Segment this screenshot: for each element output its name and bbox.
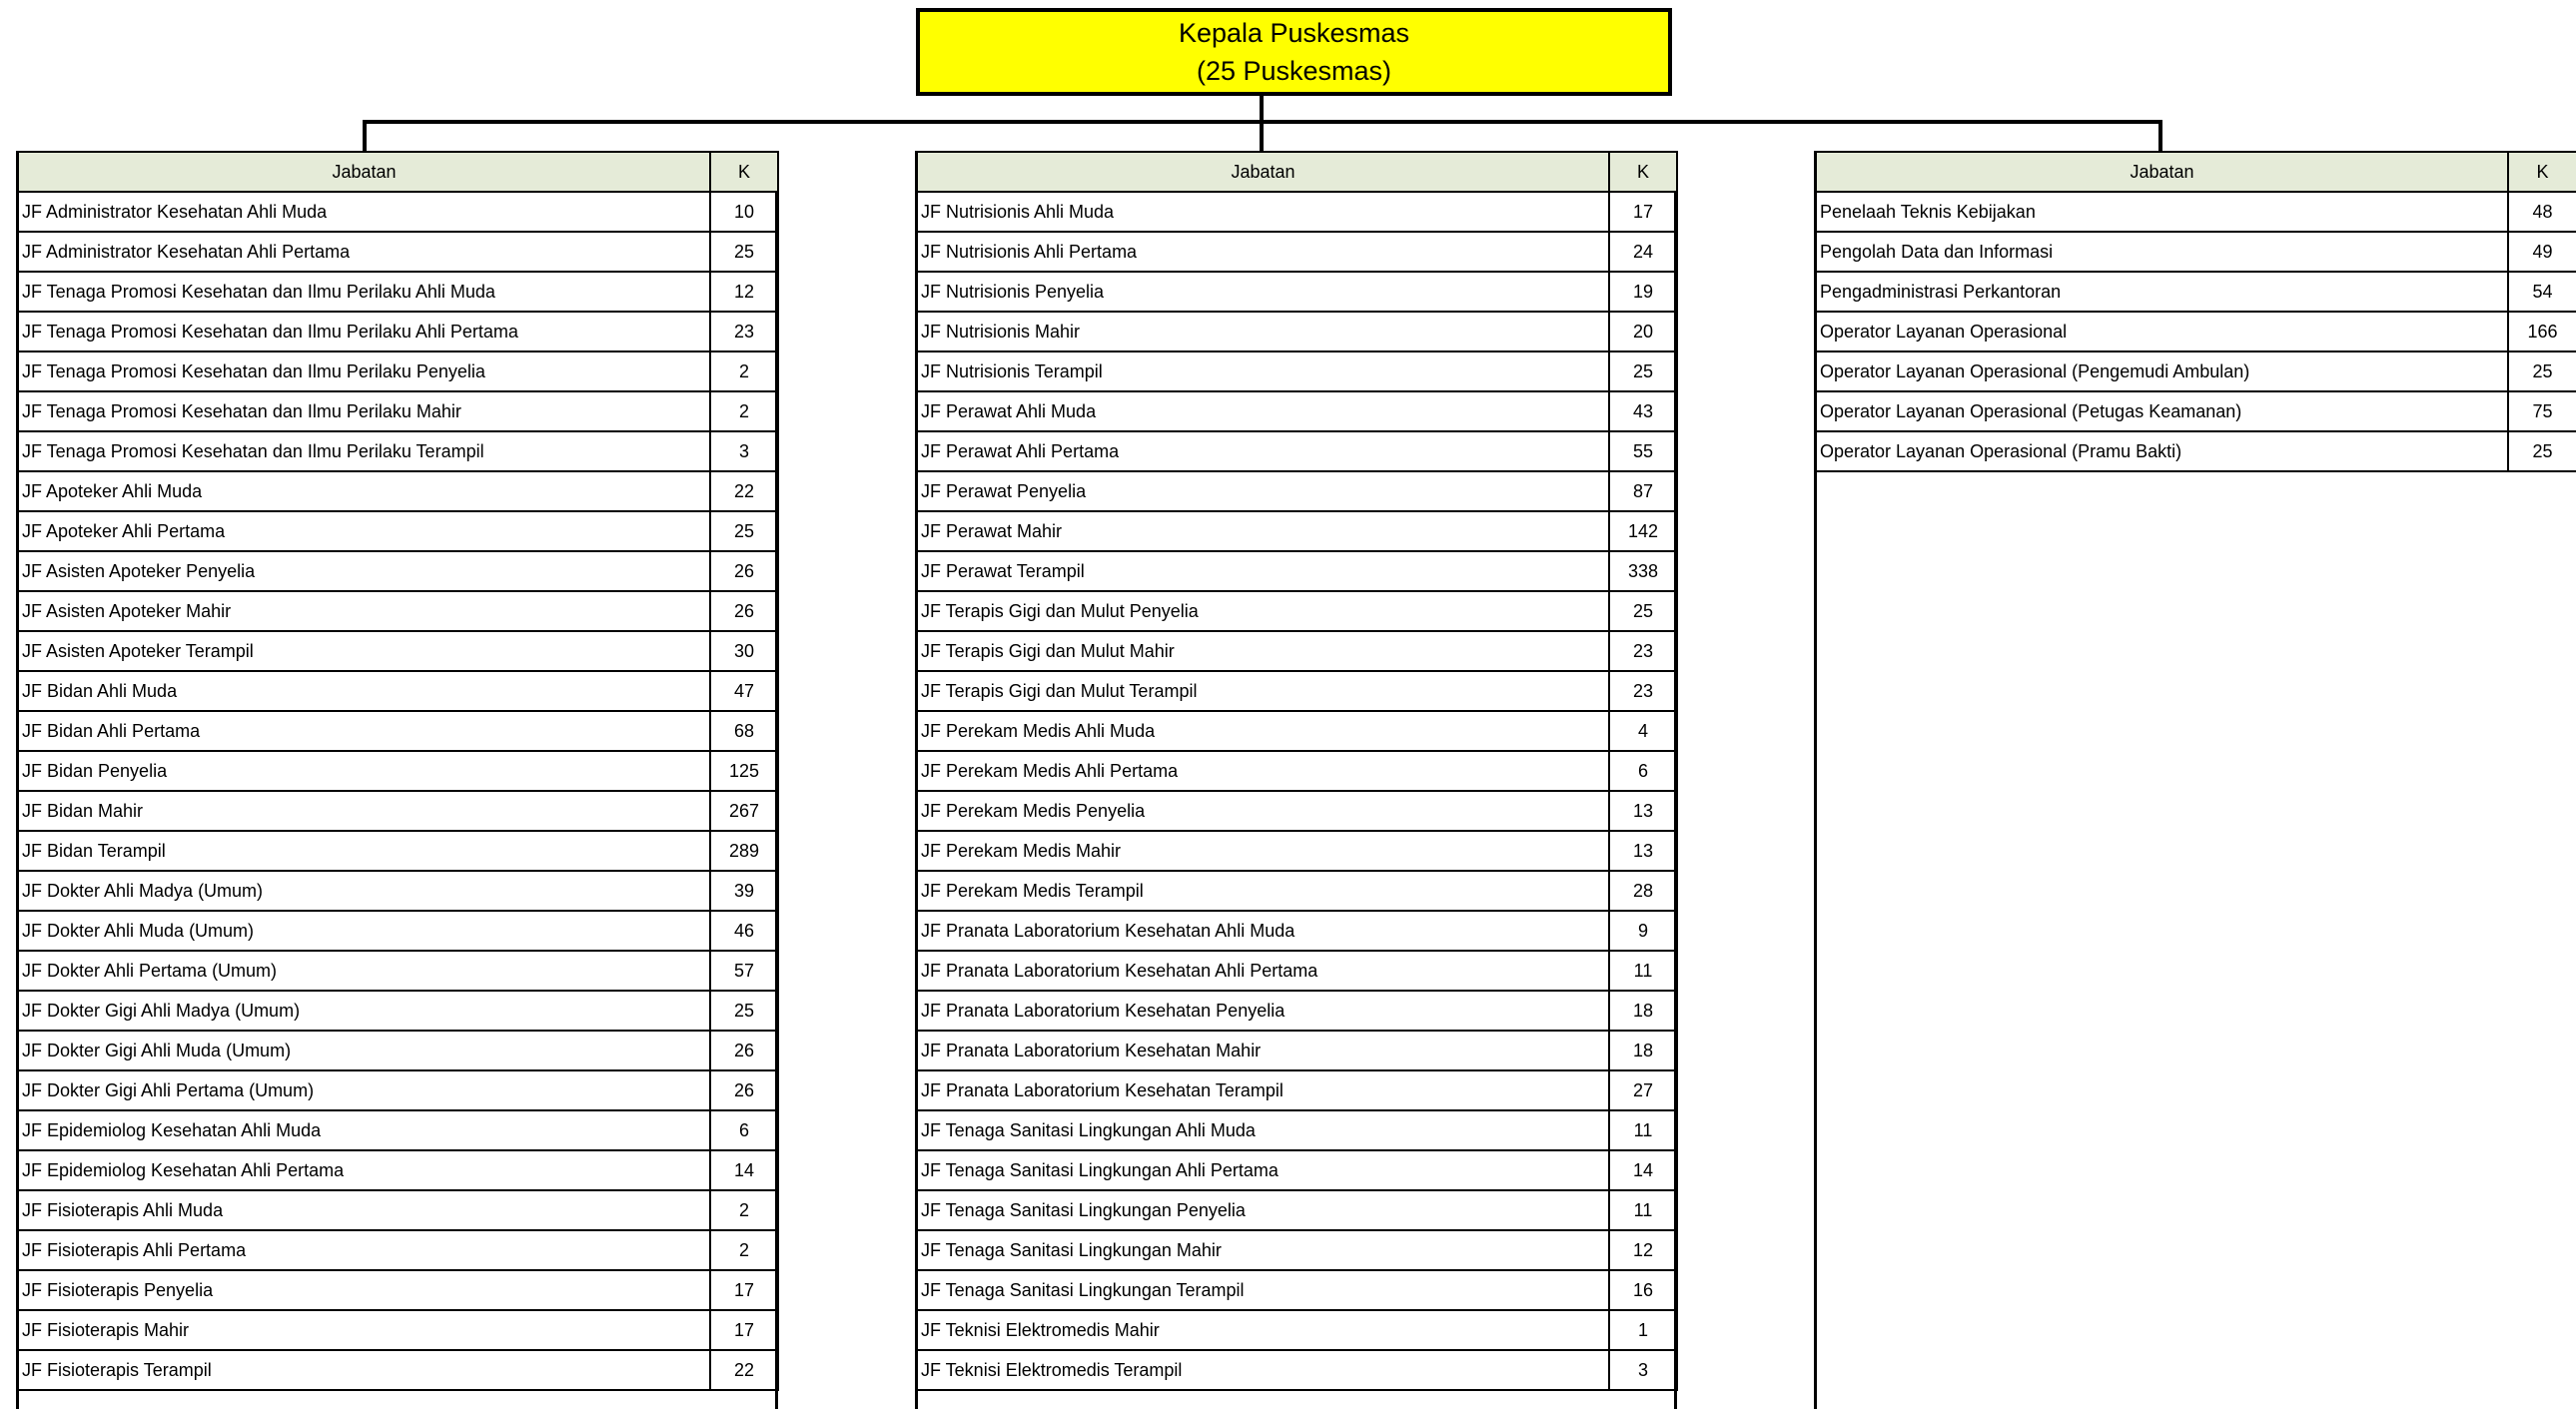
table-row — [917, 431, 1677, 471]
jabatan-cell: JF Tenaga Promosi Kesehatan dan Ilmu Perilaku Penyelia — [18, 352, 710, 391]
jabatan-cell: JF Bidan Terampil — [18, 831, 710, 871]
k-cell: 17 — [710, 1310, 778, 1350]
jabatan-cell: JF Terapis Gigi dan Mulut Penyelia — [917, 591, 1609, 631]
jabatan-cell: JF Apoteker Ahli Pertama — [18, 511, 710, 551]
jabatan-cell: JF Perawat Ahli Muda — [917, 391, 1609, 431]
jabatan-cell: JF Tenaga Sanitasi Lingkungan Mahir — [917, 1230, 1609, 1270]
table-row — [18, 551, 778, 591]
table-row — [18, 232, 778, 272]
jabatan-cell: JF Administrator Kesehatan Ahli Muda — [18, 192, 710, 232]
jabatan-cell: JF Pranata Laboratorium Kesehatan Terampil — [917, 1070, 1609, 1110]
table-row — [917, 631, 1677, 671]
k-cell: 6 — [1609, 751, 1677, 791]
k-cell: 2 — [710, 352, 778, 391]
table-row — [18, 1350, 778, 1390]
table-row — [1816, 272, 2576, 312]
k-cell: 13 — [1609, 831, 1677, 871]
jabatan-cell: Penelaah Teknis Kebijakan — [1816, 192, 2508, 232]
jabatan-cell: JF Fisioterapis Ahli Pertama — [18, 1230, 710, 1270]
k-cell: 18 — [1609, 991, 1677, 1031]
jabatan-cell: JF Tenaga Sanitasi Lingkungan Ahli Muda — [917, 1110, 1609, 1150]
jabatan-cell: JF Pranata Laboratorium Kesehatan Penyelia — [917, 991, 1609, 1031]
table-row — [18, 631, 778, 671]
table-row — [917, 1310, 1677, 1350]
k-cell: 25 — [2508, 352, 2576, 391]
table-row — [18, 1270, 778, 1310]
jabatan-cell: JF Teknisi Elektromedis Terampil — [917, 1350, 1609, 1390]
kepala-puskesmas-box — [916, 8, 1672, 96]
jabatan-cell: JF Administrator Kesehatan Ahli Pertama — [18, 232, 710, 272]
table-row — [18, 511, 778, 551]
jabatan-cell: Operator Layanan Operasional — [1816, 312, 2508, 352]
jabatan-cell: JF Bidan Penyelia — [18, 751, 710, 791]
k-cell: 39 — [710, 871, 778, 911]
jabatan-cell: JF Dokter Ahli Muda (Umum) — [18, 911, 710, 951]
connector-drop-right — [2158, 120, 2162, 152]
k-cell: 54 — [2508, 272, 2576, 312]
table-row — [18, 431, 778, 471]
table-row — [917, 1070, 1677, 1110]
jabatan-cell: JF Dokter Ahli Madya (Umum) — [18, 871, 710, 911]
jabatan-cell: JF Epidemiolog Kesehatan Ahli Pertama — [18, 1150, 710, 1190]
jabatan-cell: JF Apoteker Ahli Muda — [18, 471, 710, 511]
k-cell: 46 — [710, 911, 778, 951]
table-row — [917, 352, 1677, 391]
k-cell: 22 — [710, 1350, 778, 1390]
k-cell: 4 — [1609, 711, 1677, 751]
column-header-jabatan: Jabatan — [917, 152, 1609, 192]
table-row — [18, 951, 778, 991]
top-box-title: Kepala Puskesmas — [1178, 18, 1410, 48]
jabatan-cell: JF Tenaga Promosi Kesehatan dan Ilmu Perilaku Terampil — [18, 431, 710, 471]
k-cell: 2 — [710, 1230, 778, 1270]
table-row — [1816, 312, 2576, 352]
jabatan-cell: JF Pranata Laboratorium Kesehatan Ahli Muda — [917, 911, 1609, 951]
table-row — [917, 232, 1677, 272]
jabatan-cell: JF Tenaga Promosi Kesehatan dan Ilmu Perilaku Ahli Muda — [18, 272, 710, 312]
k-cell: 12 — [1609, 1230, 1677, 1270]
jabatan-cell: JF Tenaga Promosi Kesehatan dan Ilmu Perilaku Mahir — [18, 391, 710, 431]
k-cell: 289 — [710, 831, 778, 871]
jabatan-cell: JF Perekam Medis Penyelia — [917, 791, 1609, 831]
k-cell: 23 — [710, 312, 778, 352]
table-row — [917, 1031, 1677, 1070]
table-row — [18, 1310, 778, 1350]
k-cell: 25 — [1609, 352, 1677, 391]
table-row — [18, 471, 778, 511]
table-row — [917, 1110, 1677, 1150]
k-cell: 24 — [1609, 232, 1677, 272]
column-header-jabatan: Jabatan — [18, 152, 710, 192]
table-row — [18, 791, 778, 831]
table-row — [917, 192, 1677, 232]
k-cell: 25 — [2508, 431, 2576, 471]
k-cell: 20 — [1609, 312, 1677, 352]
jabatan-cell: Operator Layanan Operasional (Petugas Keamanan) — [1816, 391, 2508, 431]
table-row — [1816, 232, 2576, 272]
jabatan-cell: JF Perekam Medis Mahir — [917, 831, 1609, 871]
k-cell: 57 — [710, 951, 778, 991]
table-row — [18, 1070, 778, 1110]
k-cell: 17 — [1609, 192, 1677, 232]
table-row — [917, 911, 1677, 951]
jabatan-cell: JF Perekam Medis Ahli Pertama — [917, 751, 1609, 791]
table-row — [18, 1230, 778, 1270]
table-row — [18, 911, 778, 951]
table-row — [917, 272, 1677, 312]
top-box-subtitle: (25 Puskesmas) — [1196, 56, 1392, 86]
table-row — [917, 831, 1677, 871]
jabatan-cell: JF Nutrisionis Mahir — [917, 312, 1609, 352]
jabatan-cell: JF Bidan Ahli Pertama — [18, 711, 710, 751]
k-cell: 18 — [1609, 1031, 1677, 1070]
k-cell: 19 — [1609, 272, 1677, 312]
jabatan-cell: JF Pranata Laboratorium Kesehatan Mahir — [917, 1031, 1609, 1070]
connector-vertical-top — [1260, 96, 1264, 122]
k-cell: 14 — [1609, 1150, 1677, 1190]
jabatan-cell: JF Nutrisionis Terampil — [917, 352, 1609, 391]
k-cell: 3 — [1609, 1350, 1677, 1390]
table-row — [18, 352, 778, 391]
jabatan-cell: JF Fisioterapis Terampil — [18, 1350, 710, 1390]
jabatan-cell: JF Dokter Gigi Ahli Muda (Umum) — [18, 1031, 710, 1070]
table-row — [18, 871, 778, 911]
k-cell: 48 — [2508, 192, 2576, 232]
k-cell: 75 — [2508, 391, 2576, 431]
table-row — [917, 391, 1677, 431]
k-cell: 30 — [710, 631, 778, 671]
table-row — [18, 831, 778, 871]
jabatan-cell: JF Nutrisionis Penyelia — [917, 272, 1609, 312]
table-row — [1816, 431, 2576, 471]
k-cell: 1 — [1609, 1310, 1677, 1350]
k-cell: 26 — [710, 1070, 778, 1110]
k-cell: 12 — [710, 272, 778, 312]
jabatan-cell: JF Pranata Laboratorium Kesehatan Ahli Pertama — [917, 951, 1609, 991]
jabatan-cell: JF Perawat Mahir — [917, 511, 1609, 551]
k-cell: 25 — [710, 991, 778, 1031]
k-cell: 49 — [2508, 232, 2576, 272]
table-row — [1816, 391, 2576, 431]
table-row — [917, 591, 1677, 631]
k-cell: 11 — [1609, 1110, 1677, 1150]
table-row — [917, 711, 1677, 751]
jabatan-cell: JF Perawat Ahli Pertama — [917, 431, 1609, 471]
k-cell: 26 — [710, 551, 778, 591]
table-header-row — [1816, 152, 2576, 192]
k-cell: 3 — [710, 431, 778, 471]
jabatan-cell: JF Bidan Ahli Muda — [18, 671, 710, 711]
k-cell: 17 — [710, 1270, 778, 1310]
jabatan-cell: Operator Layanan Operasional (Pengemudi Ambulan) — [1816, 352, 2508, 391]
k-cell: 166 — [2508, 312, 2576, 352]
table-row — [917, 1230, 1677, 1270]
k-cell: 25 — [710, 511, 778, 551]
table-header-row — [917, 152, 1677, 192]
k-cell: 23 — [1609, 671, 1677, 711]
jabatan-cell: Operator Layanan Operasional (Pramu Bakti) — [1816, 431, 2508, 471]
table-row — [917, 1270, 1677, 1310]
k-cell: 43 — [1609, 391, 1677, 431]
jabatan-cell: JF Tenaga Sanitasi Lingkungan Terampil — [917, 1270, 1609, 1310]
table-row — [18, 1110, 778, 1150]
jabatan-cell: JF Perawat Penyelia — [917, 471, 1609, 511]
jabatan-cell: JF Tenaga Promosi Kesehatan dan Ilmu Perilaku Ahli Pertama — [18, 312, 710, 352]
column-header-k: K — [710, 152, 778, 192]
jabatan-cell: JF Terapis Gigi dan Mulut Terampil — [917, 671, 1609, 711]
jabatan-cell: JF Perekam Medis Terampil — [917, 871, 1609, 911]
jabatan-cell: JF Nutrisionis Ahli Muda — [917, 192, 1609, 232]
table-row — [917, 991, 1677, 1031]
k-cell: 142 — [1609, 511, 1677, 551]
position-table-left — [17, 151, 779, 1391]
table-row — [18, 671, 778, 711]
jabatan-cell: JF Teknisi Elektromedis Mahir — [917, 1310, 1609, 1350]
table-row — [18, 1150, 778, 1190]
jabatan-cell: Pengolah Data dan Informasi — [1816, 232, 2508, 272]
k-cell: 27 — [1609, 1070, 1677, 1110]
table-row — [917, 511, 1677, 551]
jabatan-cell: JF Dokter Gigi Ahli Madya (Umum) — [18, 991, 710, 1031]
k-cell: 14 — [710, 1150, 778, 1190]
k-cell: 68 — [710, 711, 778, 751]
k-cell: 26 — [710, 591, 778, 631]
table-row — [18, 272, 778, 312]
k-cell: 125 — [710, 751, 778, 791]
jabatan-cell: JF Fisioterapis Mahir — [18, 1310, 710, 1350]
jabatan-cell: JF Fisioterapis Penyelia — [18, 1270, 710, 1310]
jabatan-cell: JF Dokter Gigi Ahli Pertama (Umum) — [18, 1070, 710, 1110]
jabatan-cell: JF Epidemiolog Kesehatan Ahli Muda — [18, 1110, 710, 1150]
k-cell: 55 — [1609, 431, 1677, 471]
k-cell: 26 — [710, 1031, 778, 1070]
k-cell: 11 — [1609, 951, 1677, 991]
k-cell: 28 — [1609, 871, 1677, 911]
k-cell: 9 — [1609, 911, 1677, 951]
table-row — [917, 551, 1677, 591]
k-cell: 10 — [710, 192, 778, 232]
column-header-k: K — [2508, 152, 2576, 192]
k-cell: 267 — [710, 791, 778, 831]
k-cell: 13 — [1609, 791, 1677, 831]
table-row — [18, 391, 778, 431]
table-header-row — [18, 152, 778, 192]
jabatan-cell: JF Asisten Apoteker Penyelia — [18, 551, 710, 591]
k-cell: 6 — [710, 1110, 778, 1150]
jabatan-cell: JF Tenaga Sanitasi Lingkungan Ahli Pertama — [917, 1150, 1609, 1190]
table-row — [917, 791, 1677, 831]
jabatan-cell: JF Perekam Medis Ahli Muda — [917, 711, 1609, 751]
jabatan-cell: JF Bidan Mahir — [18, 791, 710, 831]
k-cell: 87 — [1609, 471, 1677, 511]
table-row — [917, 1190, 1677, 1230]
k-cell: 2 — [710, 391, 778, 431]
k-cell: 25 — [1609, 591, 1677, 631]
jabatan-cell: JF Terapis Gigi dan Mulut Mahir — [917, 631, 1609, 671]
connector-drop-left — [363, 120, 367, 152]
position-table-right — [1815, 151, 2576, 472]
table-row — [18, 591, 778, 631]
table-row — [917, 671, 1677, 711]
table-row — [18, 312, 778, 352]
table-row — [18, 711, 778, 751]
table-row — [18, 991, 778, 1031]
table-row — [917, 951, 1677, 991]
table-row — [18, 192, 778, 232]
table-row — [917, 1350, 1677, 1390]
jabatan-cell: JF Fisioterapis Ahli Muda — [18, 1190, 710, 1230]
k-cell: 16 — [1609, 1270, 1677, 1310]
table-row — [18, 751, 778, 791]
k-cell: 25 — [710, 232, 778, 272]
table-row — [18, 1031, 778, 1070]
table-row — [18, 1190, 778, 1230]
column-header-jabatan: Jabatan — [1816, 152, 2508, 192]
k-cell: 338 — [1609, 551, 1677, 591]
table-row — [917, 751, 1677, 791]
connector-drop-middle — [1260, 120, 1264, 152]
table-row — [1816, 192, 2576, 232]
k-cell: 2 — [710, 1190, 778, 1230]
k-cell: 47 — [710, 671, 778, 711]
jabatan-cell: Pengadministrasi Perkantoran — [1816, 272, 2508, 312]
table-row — [917, 312, 1677, 352]
k-cell: 22 — [710, 471, 778, 511]
position-table-middle — [916, 151, 1678, 1391]
jabatan-cell: JF Nutrisionis Ahli Pertama — [917, 232, 1609, 272]
jabatan-cell: JF Asisten Apoteker Terampil — [18, 631, 710, 671]
jabatan-cell: JF Dokter Ahli Pertama (Umum) — [18, 951, 710, 991]
table-row — [917, 1150, 1677, 1190]
jabatan-cell: JF Tenaga Sanitasi Lingkungan Penyelia — [917, 1190, 1609, 1230]
k-cell: 11 — [1609, 1190, 1677, 1230]
jabatan-cell: JF Asisten Apoteker Mahir — [18, 591, 710, 631]
table-row — [1816, 352, 2576, 391]
table-row — [917, 471, 1677, 511]
column-header-k: K — [1609, 152, 1677, 192]
k-cell: 23 — [1609, 631, 1677, 671]
jabatan-cell: JF Perawat Terampil — [917, 551, 1609, 591]
table-row — [917, 871, 1677, 911]
